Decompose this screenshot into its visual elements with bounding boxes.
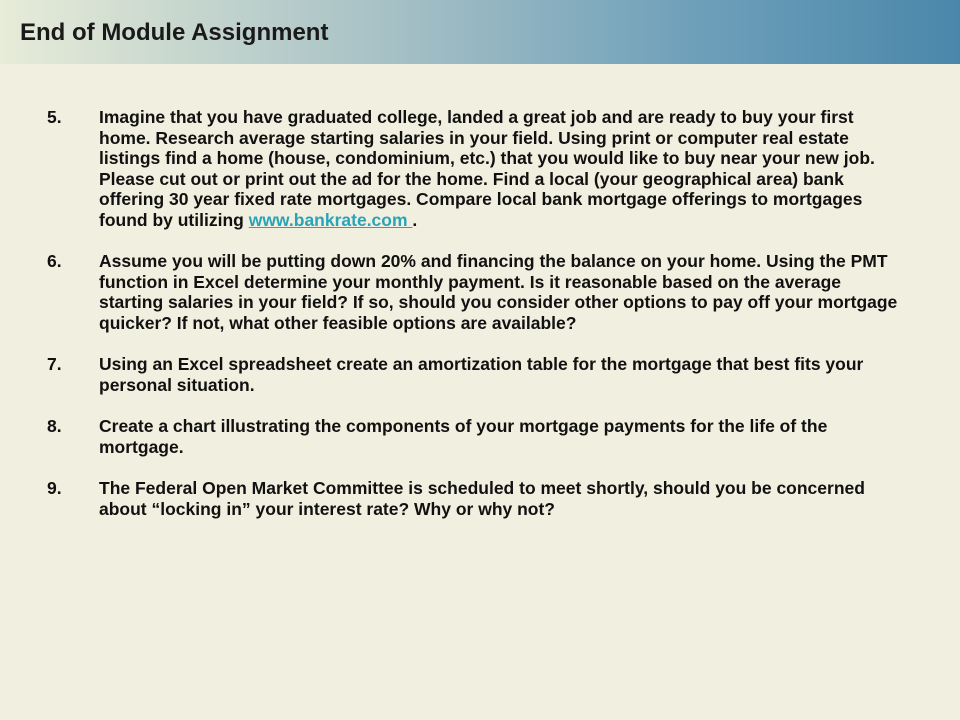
- item-text-end: .: [412, 209, 418, 230]
- list-item-7: [47, 354, 907, 395]
- item-number: 5.: [47, 107, 62, 127]
- item-number: 6.: [47, 251, 62, 271]
- item-text: Using an Excel spreadsheet create an amortization table for the mortgage that best fits your personal situation.: [99, 354, 864, 395]
- item-text-body: Imagine that you have graduated college, landed a great job and are ready to buy your first home. Research average starting salaries in your field. Using print or computer real estate listings find a home (house, condominium, etc.) that you would like to buy near your new job. Please cut out or print out the ad for the home. Find a local (your geographical area) bank offering 30 year fixed rate mortgages. Compare local bank mortgage offerings to mortgages found by utilizing: [99, 107, 875, 230]
- item-text: The Federal Open Market Committee is scheduled to meet shortly, should you be concerned about “locking in” your interest rate? Why or why not?: [99, 478, 865, 519]
- item-number: 9.: [47, 478, 62, 498]
- item-number: 7.: [47, 354, 62, 374]
- list-item-5: [47, 107, 907, 230]
- item-text: Create a chart illustrating the components of your mortgage payments for the life of the mortgage.: [99, 416, 828, 457]
- bankrate-link[interactable]: www.bankrate.com: [248, 209, 413, 230]
- list-item-6: [47, 251, 907, 333]
- title-banner: [0, 0, 960, 64]
- list-item-8: [47, 416, 907, 457]
- item-number: 8.: [47, 416, 62, 436]
- list-item-9: [47, 478, 907, 519]
- item-text: Assume you will be putting down 20% and financing the balance on your home. Using the PMT function in Excel determine your monthly payment. Is it reasonable based on the average starting salaries in your field? If so, should you consider other options to pay off your mortgage quicker? If not, what other feasible options are available?: [99, 251, 898, 333]
- assignment-list: [47, 107, 907, 519]
- page-title: End of Module Assignment: [20, 19, 329, 46]
- item-text: [99, 107, 907, 230]
